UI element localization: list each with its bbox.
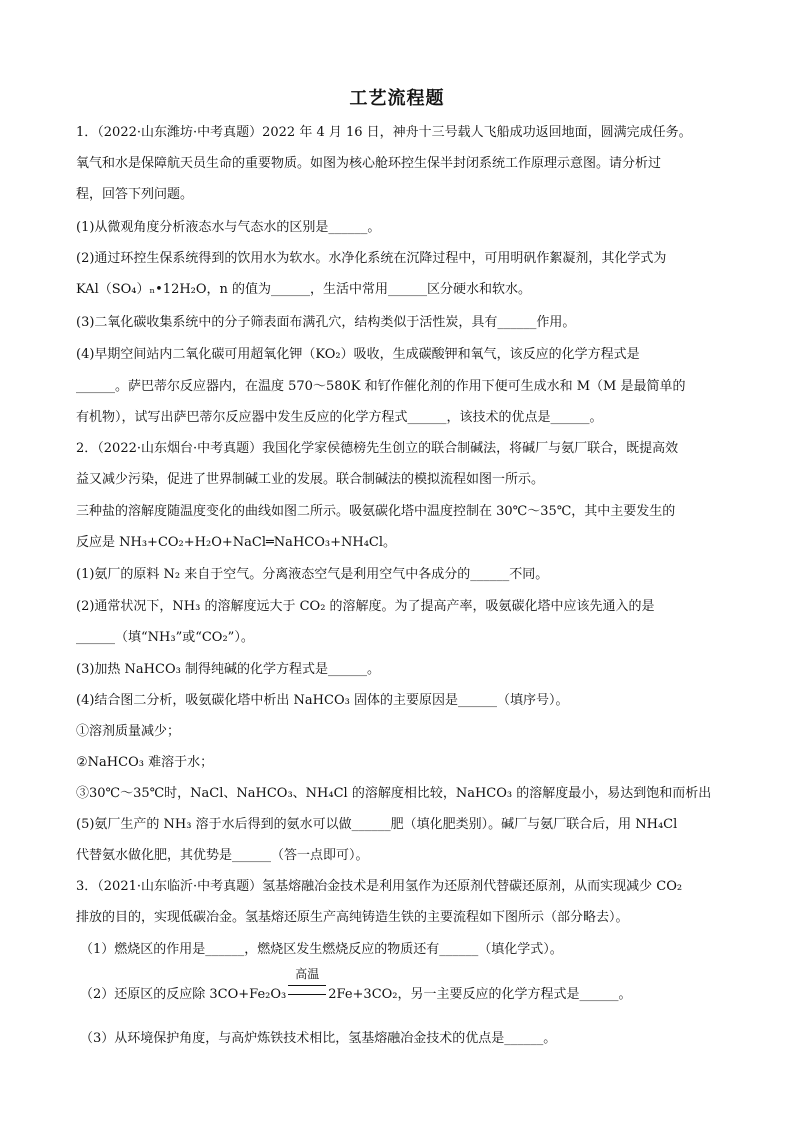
- reaction-condition-equals: [288, 967, 326, 995]
- q2-option-2: ②NaHCO₃ 难溶于水；: [76, 755, 214, 770]
- q1-line-2: 氧气和水是保障航天员生命的重要物质。如图为核心舱环控生保半封闭系统工作原理示意图。请分析过: [76, 156, 662, 171]
- q3-line-1: 3．（2021·山东临沂·中考真题）氢基熔融冶金技术是利用氢作为还原剂代替碳还原剂，从而实现减少 CO₂: [76, 879, 683, 894]
- q3-part2-text-a: （2）还原区的反应除 3CO+Fe₂O₃: [80, 987, 287, 1002]
- q3-part2: [80, 967, 720, 1004]
- q1-line-1: 1．（2022·山东潍坊·中考真题）2022 年 4 月 16 日，神舟十三号载人飞船成功返回地面，圆满完成任务。: [76, 125, 692, 140]
- q3-part3: （3）从环境保护角度，与高炉炼铁技术相比，氢基熔融冶金技术的优点是______。: [80, 1031, 557, 1046]
- q2-option-3: ③30℃～35℃时，NaCl、NaHCO₃、NH₄Cl 的溶解度相比较，NaHCO₃ 的溶解度最小，易达到饱和而析出: [76, 786, 712, 801]
- q2-part4: (4)结合图二分析，吸氨碳化塔中析出 NaHCO₃ 固体的主要原因是______（填序号）。: [76, 693, 569, 708]
- q1-part4-line-1: (4)早期空间站内二氧化碳可用超氧化钾（KO₂）吸收，生成碳酸钾和氧气，该反应的化学方程式是: [76, 347, 640, 362]
- q1-line-3: 程，回答下列问题。: [76, 187, 194, 202]
- page-title: 工艺流程题: [349, 88, 445, 109]
- q1-part2-line-1: (2)通过环控生保系统得到的饮用水为软水。水净化系统在沉降过程中，可用明矾作絮凝剂，其化学式为: [76, 251, 667, 266]
- q1-part1: (1)从微观角度分析液态水与气态水的区别是______。: [76, 220, 381, 235]
- q2-line-2: 益又减少污染，促进了世界制碱工业的发展。联合制碱法的模拟流程如图一所示。: [76, 472, 545, 487]
- q2-part2-line-1: (2)通常状况下，NH₃ 的溶解度远大于 CO₂ 的溶解度。为了提高产率，吸氨碳化塔中应该先通入的是: [76, 599, 655, 614]
- reaction-condition-label: 高温: [295, 967, 320, 981]
- q3-line-2: 排放的目的，实现低碳冶金。氢基熔还原生产高纯铸造生铁的主要流程如下图所示（部分略去）。: [76, 910, 629, 925]
- q1-part4-line-3: 有机物），试写出萨巴蒂尔反应器中发生反应的化学方程式______，该技术的优点是______。: [76, 410, 603, 425]
- q1-part4-line-2: ______。萨巴蒂尔反应器内，在温度 570～580K 和钌作催化剂的作用下便可生成水和 M（M 是最简单的: [76, 379, 686, 394]
- q2-line-3: 三种盐的溶解度随温度变化的曲线如图二所示。吸氨碳化塔中温度控制在 30℃～35℃，其中主要发生的: [76, 504, 676, 519]
- q2-line-4: 反应是 NH₃+CO₂+H₂O+NaCl═NaHCO₃+NH₄Cl。: [76, 535, 397, 550]
- q2-option-1: ①溶剂质量减少；: [76, 724, 181, 739]
- q1-part2-line-2: KAl（SO₄）ₙ•12H₂O，n 的值为______，生活中常用______区分硬水和软水。: [76, 282, 532, 297]
- q1-part3: (3)二氧化碳收集系统中的分子筛表面布满孔穴，结构类似于活性炭，具有______作用。: [76, 315, 576, 330]
- q2-part1: (1)氨厂的原料 N₂ 来自于空气。分离液态空气是利用空气中各成分的______不同。: [76, 567, 549, 582]
- q2-part5-line-2: 代替氨水做化肥，其优势是______（答一点即可）。: [76, 848, 369, 863]
- q2-part5-line-1: (5)氨厂生产的 NH₃ 溶于水后得到的氨水可以做______肥（填化肥类别）。碱厂与氨厂联合后，用 NH₄Cl: [76, 817, 678, 832]
- q3-part1: （1）燃烧区的作用是______，燃烧区发生燃烧反应的物质还有______（填化学式）。: [80, 942, 563, 957]
- q2-line-1: 2．（2022·山东烟台·中考真题）我国化学家侯德榜先生创立的联合制碱法，将碱厂与氨厂联合，既提高效: [76, 441, 679, 456]
- q3-part2-text-b: 2Fe+3CO₂，另一主要反应的化学方程式是______。: [328, 987, 632, 1002]
- q2-part3: (3)加热 NaHCO₃ 制得纯碱的化学方程式是______。: [76, 662, 380, 677]
- q2-part2-line-2: ______（填“NH₃”或“CO₂”）。: [76, 630, 254, 645]
